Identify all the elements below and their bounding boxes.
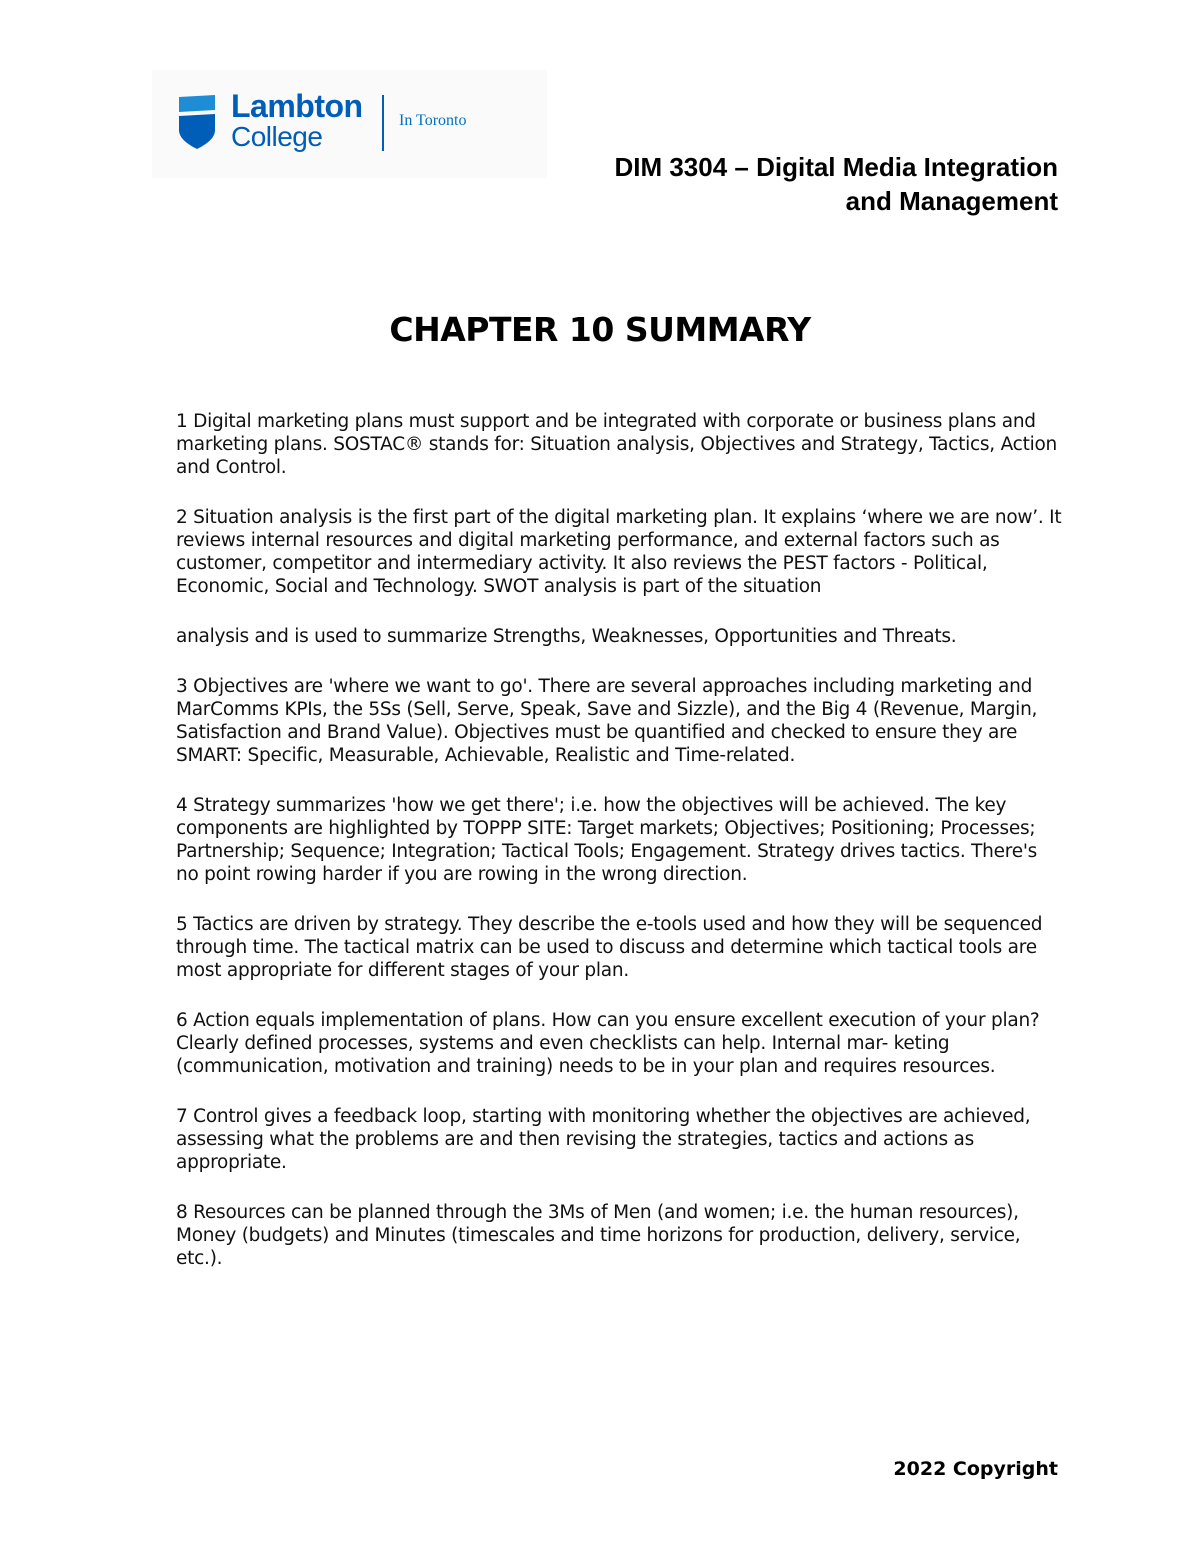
logo-name-line2: College [231,121,323,152]
chapter-title: CHAPTER 10 SUMMARY [389,310,811,349]
summary-paragraph: analysis and is used to summarize Strengths, Weaknesses, Opportunities and Threats. [176,626,957,647]
course-title-line2: and Management [845,186,1058,216]
summary-paragraph: 7 Control gives a feedback loop, starting with monitoring whether the objectives are achieved, assessing what the problems are and then revising the strategies, tactics and actions as appropriate. [176,1106,1031,1173]
summary-paragraph: 8 Resources can be planned through the 3Ms of Men (and women; i.e. the human resources), Money (budgets) and Minutes (timescales and time horizons for production, delivery, service, etc.). [176,1202,1021,1269]
course-title [498,150,1058,218]
course-title-line1: DIM 3304 – Digital Media Integration [614,152,1058,182]
logo-divider [382,95,384,151]
summary-paragraph: 5 Tactics are driven by strategy. They describe the e-tools used and how they will be sequenced through time. The tactical matrix can be used to discuss and determine which tactical tools are most appropriate for different stages of your plan. [176,914,1043,981]
logo-location: In Toronto [399,112,467,129]
lambton-shield-icon [176,94,218,150]
footer-copyright: 2022 Copyright [893,1458,1058,1480]
summary-paragraph: 6 Action equals implementation of plans. How can you ensure excellent execution of your plan? Clearly defined processes, systems and even checklists can help. Internal mar- keting (communication, motivation and training) needs to be in your plan and requires resources. [176,1010,1040,1077]
summary-paragraph: 4 Strategy summarizes 'how we get there'; i.e. how the objectives will be achieved. The key components are highlighted by TOPPP SITE: Target markets; Objectives; Positioning; Processes; Partnership; Sequence; Integration; Tactical Tools; Engagement. Strategy drives tactics. There's no point rowing harder if you are rowing in the wrong direction. [176,795,1038,885]
summary-paragraph: 3 Objectives are 'where we want to go'. There are several approaches including marketing and MarComms KPIs, the 5Ss (Sell, Serve, Speak, Save and Sizzle), and the Big 4 (Revenue, Margin, Satisfaction and Brand Value). Objectives must be quantified and checked to ensure they are SMART: Specific, Measurable, Achievable, Realistic and Time-related. [176,676,1038,766]
logo-name-line1: Lambton [231,88,363,124]
summary-body [176,410,1064,1297]
summary-paragraph: 1 Digital marketing plans must support and be integrated with corporate or business plans and marketing plans. SOSTAC® stands for: Situation analysis, Objectives and Strategy, Tactics, Action and Control. [176,411,1058,478]
summary-paragraph: 2 Situation analysis is the first part of the digital marketing plan. It explains ‘where we are now’. It reviews internal resources and digital marketing performance, and external factors such as customer, competitor and intermediary activity. It also reviews the PEST factors - Political, Economic, Social and Technology. SWOT analysis is part of the situation [176,507,1062,597]
